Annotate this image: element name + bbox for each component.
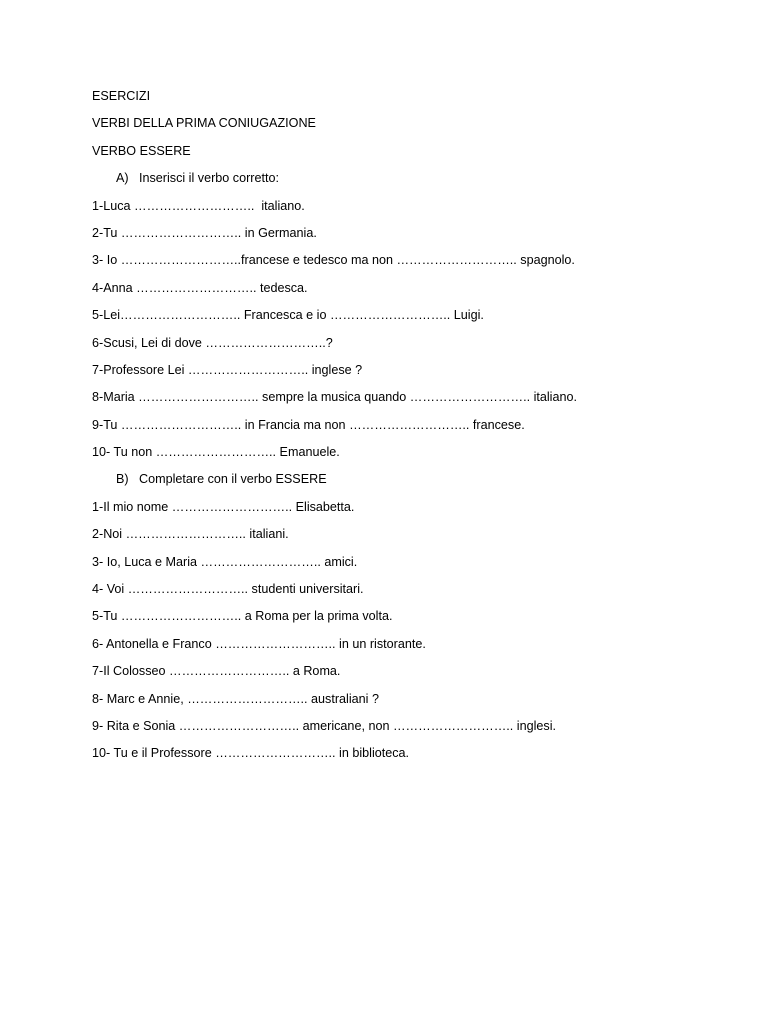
exercise-item-a1: 1-Luca ……………………….. italiano. [92,198,305,213]
exercise-item-b4: 4- Voi ……………………….. studenti universitari. [92,582,364,597]
part-b-instruction: Completare con il verbo ESSERE [139,472,327,487]
document-body [92,87,732,772]
part-b-heading [92,470,732,497]
exercise-item-b6: 6- Antonella e Franco ……………………….. in un ristorante. [92,636,426,651]
exercise-item-b5: 5-Tu ……………………….. a Roma per la prima volta. [92,609,393,624]
exercise-item-a6: 6-Scusi, Lei di dove ………………………..? [92,335,333,350]
exercise-item-b3: 3- Io, Luca e Maria ……………………….. amici. [92,554,358,569]
exercise-item-a10: 10- Tu non ……………………….. Emanuele. [92,445,340,460]
part-b-marker: B) [116,472,129,487]
part-a-heading [92,169,732,196]
exercise-item-b10: 10- Tu e il Professore ……………………….. in biblioteca. [92,746,410,761]
exercise-item-a8: 8-Maria ……………………….. sempre la musica quando ……………………….. italiano. [92,390,577,405]
exercise-item-b2: 2-Noi ……………………….. italiani. [92,527,289,542]
exercise-item-b1: 1-Il mio nome ……………………….. Elisabetta. [92,499,355,514]
exercise-item-a2: 2-Tu ……………………….. in Germania. [92,225,317,240]
exercise-item-a7: 7-Professore Lei ……………………….. inglese ? [92,362,363,377]
exercise-item-a4: 4-Anna ……………………….. tedesca. [92,280,308,295]
part-a-instruction: Inserisci il verbo corretto: [139,171,279,186]
document-subtitle: VERBI DELLA PRIMA CONIUGAZIONE [92,116,316,131]
part-a-marker: A) [116,171,129,186]
exercise-item-a9: 9-Tu ……………………….. in Francia ma non ……………………….. francese. [92,417,525,432]
exercise-item-a3: 3- Io ………………………..francese e tedesco ma non ……………………….. spagnolo. [92,253,575,268]
exercise-item-a5: 5-Lei……………………….. Francesca e io ……………………….. Luigi. [92,308,484,323]
document-title: ESERCIZI [92,89,151,103]
section-title: VERBO ESSERE [92,143,191,158]
exercise-item-b9: 9- Rita e Sonia ……………………….. americane, non ……………………….. inglesi. [92,718,556,733]
exercise-item-b8: 8- Marc e Annie, ……………………….. australiani ? [92,691,379,706]
exercise-item-b7: 7-Il Colosseo ……………………….. a Roma. [92,664,341,679]
